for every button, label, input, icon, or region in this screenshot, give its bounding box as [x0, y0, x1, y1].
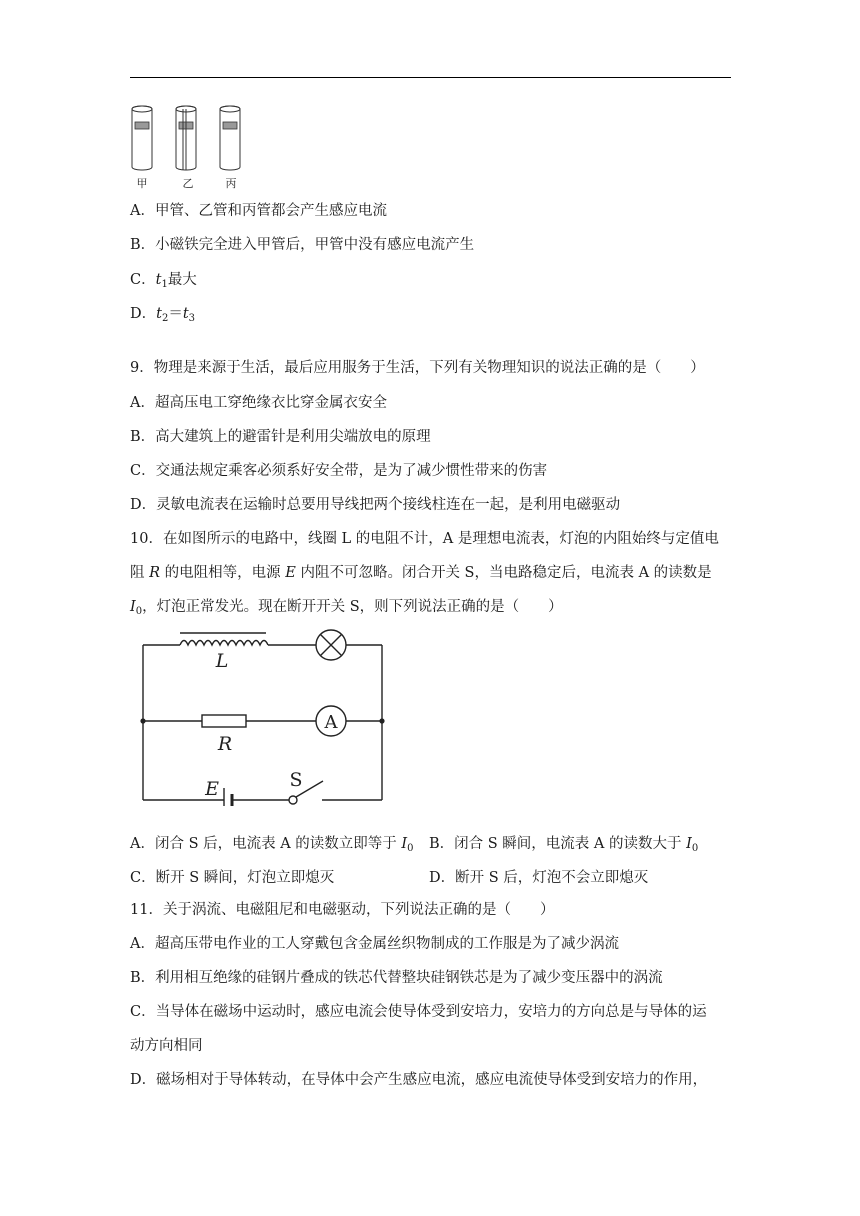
label-a: A — [324, 712, 338, 733]
resistor-symbol — [202, 715, 246, 727]
q11-option-d: D．磁场相对于导体转动，在导体中会产生感应电流，感应电流使导体受到安培力的作用， — [130, 1072, 708, 1088]
q10-stem-line3: $I_0$，灯泡正常发光。现在断开开关 S，则下列说法正确的是（ ） — [130, 599, 563, 617]
inductor-coil — [180, 641, 268, 646]
q10-stem-line2: 阻 R 的电阻相等，电源 E 内阻不可忽略。闭合开关 S，当电路稳定后，电流表 A 的读数是 — [130, 565, 712, 581]
label-r: R — [217, 733, 233, 755]
q8-option-d: D．$t_2=t_3$ — [130, 306, 196, 324]
label-l: L — [215, 650, 229, 672]
label-s: S — [289, 769, 303, 791]
q9-option-b: B．高大建筑上的避雷针是利用尖端放电的原理 — [130, 429, 431, 445]
q9-stem: 9．物理是来源于生活，最后应用服务于生活，下列有关物理知识的说法正确的是（ ） — [130, 360, 705, 376]
q10-option-d: D．断开 S 后，灯泡不会立即熄灭 — [429, 870, 649, 886]
q10-option-c: C．断开 S 瞬间，灯泡立即熄灭 — [130, 870, 335, 886]
q8-option-a: A．甲管、乙管和丙管都会产生感应电流 — [130, 203, 387, 219]
right-junction — [379, 718, 384, 723]
q11-option-a: A．超高压带电作业的工人穿戴包含金属丝织物制成的工作服是为了减少涡流 — [130, 936, 619, 952]
circuit-diagram — [136, 626, 388, 806]
q11-option-c-line1: C．当导体在磁场中运动时，感应电流会使导体受到安培力，安培力的方向总是与导体的运 — [130, 1004, 707, 1020]
q11-option-c-line2: 动方向相同 — [130, 1038, 203, 1054]
q9-option-d: D．灵敏电流表在运输时总要用导线把两个接线柱连在一起，是利用电磁驱动 — [130, 497, 621, 513]
tube-label-yi: 乙 — [182, 177, 194, 190]
q11-stem: 11．关于涡流、电磁阻尼和电磁驱动，下列说法正确的是（ ） — [130, 902, 555, 918]
q10-stem-line1: 10．在如图所示的电路中，线圈 L 的电阻不计，A 是理想电流表，灯泡的内阻始终与定值电 — [130, 531, 719, 547]
q10-option-a: A．闭合 S 后，电流表 A 的读数立即等于 $I_0$ — [130, 836, 414, 854]
left-junction — [140, 718, 145, 723]
q11-option-b: B．利用相互绝缘的硅钢片叠成的铁芯代替整块硅钢铁芯是为了减少变压器中的涡流 — [130, 970, 663, 986]
q10-option-b: B．闭合 S 瞬间，电流表 A 的读数大于 $I_0$ — [429, 836, 699, 854]
label-e: E — [205, 778, 219, 800]
q9-option-c: C．交通法规定乘客必须系好安全带，是为了减少惯性带来的伤害 — [130, 463, 548, 479]
q9-option-a: A．超高压电工穿绝缘衣比穿金属衣安全 — [130, 395, 387, 411]
tube-yi — [176, 106, 196, 170]
tube-bing — [220, 106, 240, 170]
q8-option-c: C．$t_1$最大 — [130, 272, 197, 290]
header-rule — [130, 77, 731, 78]
switch-terminal — [289, 796, 297, 804]
tube-label-jia: 甲 — [136, 177, 148, 190]
tube-label-bing: 丙 — [225, 177, 237, 190]
q8-option-b: B．小磁铁完全进入甲管后，甲管中没有感应电流产生 — [130, 237, 475, 253]
tube-jia — [132, 106, 152, 170]
tubes-figure — [128, 104, 248, 194]
